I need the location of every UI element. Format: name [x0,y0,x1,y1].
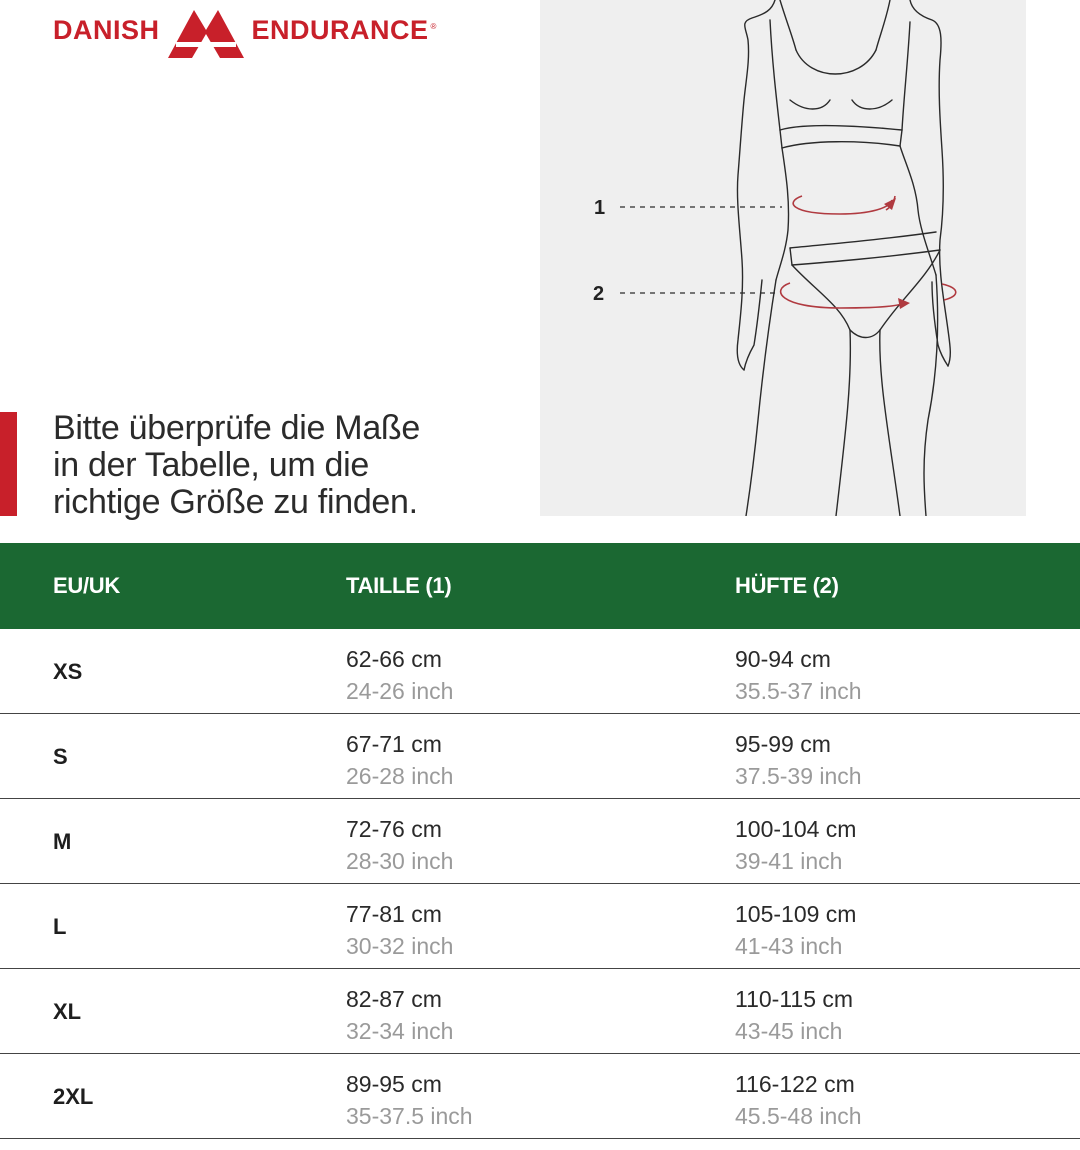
header-hip: HÜFTE (2) [735,573,839,598]
hip-inch: 43-45 inch [735,1018,843,1044]
hip-cell [735,898,856,962]
table-row [0,714,1080,799]
row-size-label: L [53,914,67,939]
table-header [0,543,1080,629]
hip-cm: 110-115 cm [735,986,854,1012]
waist-inch: 30-32 inch [346,933,454,959]
table-row [0,629,1080,714]
hip-inch: 37.5-39 inch [735,763,862,789]
waist-cell [346,643,453,707]
hip-cell [735,728,862,792]
hip-cm: 90-94 cm [735,646,831,672]
registered-mark: ® [430,22,437,31]
hip-inch: 35.5-37 inch [735,678,862,704]
hip-inch: 41-43 inch [735,933,843,959]
waist-cm: 89-95 cm [346,1071,442,1097]
marker-1-label: 1 [594,197,606,219]
body-outline-illustration [540,0,1026,516]
waist-cm: 82-87 cm [346,986,442,1012]
body-measurement-figure [540,0,1026,516]
intro-line-2: in der Tabelle, um die [53,446,369,484]
hip-cm: 116-122 cm [735,1071,855,1097]
waist-inch: 24-26 inch [346,678,454,704]
header-waist: TAILLE (1) [346,573,452,598]
intro-text [53,410,523,521]
size-chart-table [0,543,1080,1139]
hip-cell [735,643,862,707]
waist-cm: 77-81 cm [346,901,442,927]
row-size-label: XL [53,999,82,1024]
triangle-mark-icon [168,2,244,58]
waist-cell [346,1068,473,1132]
hip-inch: 45.5-48 inch [735,1103,862,1129]
intro-line-3: richtige Größe zu finden. [53,483,418,521]
waist-cell [346,983,453,1047]
hip-cell [735,813,856,877]
waist-cm: 67-71 cm [346,731,442,757]
brand-logo [53,2,436,58]
brand-word-left: DANISH [53,14,160,45]
waist-arrow-icon [793,196,895,214]
row-size-label: XS [53,659,83,684]
intro-accent-bar [0,412,17,516]
waist-cell [346,898,453,962]
hip-cm: 95-99 cm [735,731,831,757]
header-size: EU/UK [53,573,120,598]
row-size-label: S [53,744,68,769]
waist-inch: 35-37.5 inch [346,1103,473,1129]
hip-cell [735,983,853,1047]
brand-word-right: ENDURANCE [251,14,429,45]
waist-inch: 26-28 inch [346,763,454,789]
intro-line-1: Bitte überprüfe die Maße [53,409,420,447]
waist-cell [346,813,453,877]
hip-cm: 105-109 cm [735,901,857,927]
row-size-label: M [53,829,72,854]
waist-inch: 32-34 inch [346,1018,454,1044]
hip-arrow-icon [781,283,956,308]
hip-inch: 39-41 inch [735,848,843,874]
waist-cm: 72-76 cm [346,816,442,842]
table-row [0,884,1080,969]
table-row [0,1054,1080,1139]
table-row [0,969,1080,1054]
waist-inch: 28-30 inch [346,848,454,874]
waist-cm: 62-66 cm [346,646,442,672]
hip-cm: 100-104 cm [735,816,857,842]
table-row [0,799,1080,884]
hip-cell [735,1068,862,1132]
waist-cell [346,728,453,792]
marker-2-label: 2 [593,283,605,305]
row-size-label: 2XL [53,1084,94,1109]
